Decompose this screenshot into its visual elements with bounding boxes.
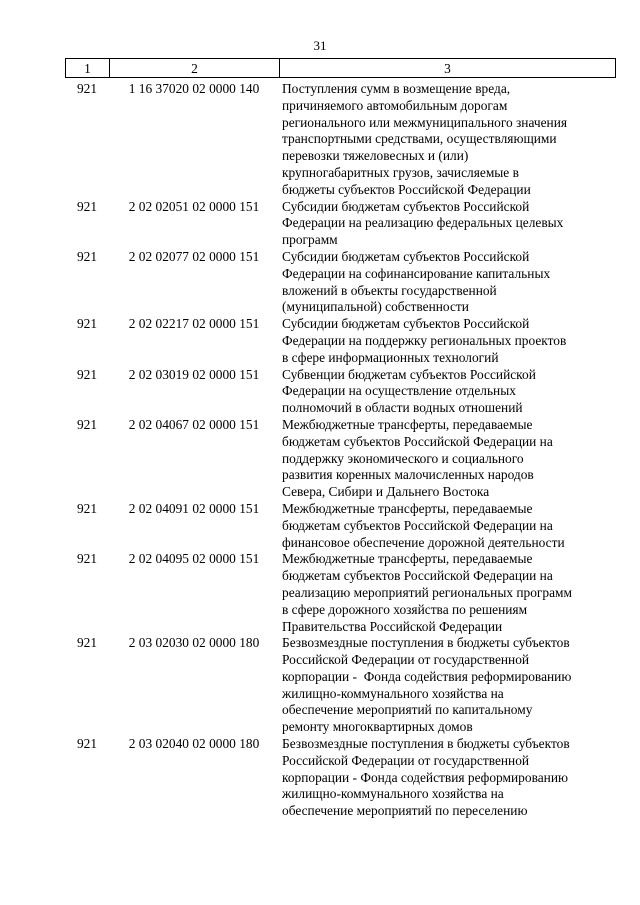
description-cell: [279, 551, 615, 635]
budget-code-cell: 1 16 37020 02 0000 140: [128, 81, 260, 96]
table-row: [65, 316, 615, 366]
table-row: [65, 635, 615, 736]
admin-code-cell: 921: [76, 198, 98, 214]
table-row: [65, 199, 615, 249]
description-line: в сфере информационных технологий: [282, 349, 499, 365]
description-line: перевозки тяжеловесных и (или): [282, 148, 469, 164]
revenue-code-list: [65, 81, 615, 820]
description-line: Федерации на осуществление отдельных: [282, 383, 516, 399]
table-row: [65, 501, 615, 551]
description-line: Поступления сумм в возмещение вреда,: [282, 81, 511, 96]
table-row: [65, 551, 615, 635]
description-line: бюджеты субъектов Российской Федерации: [282, 181, 531, 197]
description-cell: [279, 199, 615, 249]
column-header-1: 1: [66, 59, 110, 78]
description-line: Федерации на софинансирование капитальных: [282, 265, 551, 281]
admin-code-cell: 921: [76, 416, 98, 432]
table-row: [65, 417, 615, 501]
budget-code-cell: 2 02 02077 02 0000 151: [128, 248, 260, 264]
description-line: Безвозмездные поступления в бюджеты субъектов: [282, 736, 570, 752]
description-line: полномочий в области водных отношений: [282, 400, 523, 416]
description-line: вложений в объекты государственной: [282, 282, 497, 298]
description-line: Субсидии бюджетам субъектов Российской: [282, 198, 530, 214]
description-line: жилищно-коммунального хозяйства на: [282, 685, 504, 701]
budget-code-cell: 2 02 04067 02 0000 151: [128, 416, 260, 432]
description-cell: [279, 316, 615, 366]
table-row: [65, 81, 615, 199]
description-cell: [279, 367, 615, 417]
description-line: финансовое обеспечение дорожной деятельности: [282, 534, 565, 550]
description-cell: [279, 501, 615, 551]
page-number: 31: [313, 38, 327, 53]
description-line: Севера, Сибири и Дальнего Востока: [282, 484, 490, 500]
description-cell: [279, 635, 615, 736]
description-line: бюджетам субъектов Российской Федерации на: [282, 433, 553, 449]
description-line: реализацию мероприятий региональных программ: [282, 584, 573, 600]
description-line: обеспечение мероприятий по переселению: [282, 803, 528, 819]
admin-code-cell: 921: [76, 366, 98, 382]
admin-code-cell: 921: [76, 551, 98, 567]
description-line: Правительства Российской Федерации: [282, 618, 503, 634]
description-line: бюджетам субъектов Российской Федерации на: [282, 568, 553, 584]
description-line: Федерации на поддержку региональных проектов: [282, 332, 567, 348]
description-line: Межбюджетные трансферты, передаваемые: [282, 500, 533, 516]
description-line: в сфере дорожного хозяйства по решениям: [282, 601, 528, 617]
description-cell: [279, 417, 615, 501]
admin-code-cell: 921: [76, 81, 98, 96]
budget-code-cell: 2 02 04095 02 0000 151: [128, 551, 260, 567]
budget-code-cell: 2 02 02051 02 0000 151: [128, 198, 260, 214]
budget-code-cell: 2 03 02040 02 0000 180: [128, 736, 260, 752]
description-line: транспортными средствами, осуществляющими: [282, 131, 557, 147]
description-line: жилищно-коммунального хозяйства на: [282, 786, 504, 802]
admin-code-cell: 921: [76, 316, 98, 332]
description-line: ремонту многоквартирных домов: [282, 719, 473, 735]
budget-code-cell: 2 03 02030 02 0000 180: [128, 635, 260, 651]
description-line: бюджетам субъектов Российской Федерации на: [282, 517, 553, 533]
admin-code-cell: 921: [76, 635, 98, 651]
description-cell: [279, 249, 615, 316]
description-line: Российской Федерации от государственной: [282, 752, 530, 768]
description-line: регионального или межмуниципального значения: [282, 114, 568, 130]
budget-code-cell: 2 02 03019 02 0000 151: [128, 366, 260, 382]
admin-code-cell: 921: [76, 248, 98, 264]
description-line: корпорации - Фонда содействия реформированию: [282, 668, 572, 684]
column-header-3: 3: [280, 59, 616, 78]
description-line: Субсидии бюджетам субъектов Российской: [282, 316, 530, 332]
admin-code-cell: 921: [76, 500, 98, 516]
description-line: обеспечение мероприятий по капитальному: [282, 702, 533, 718]
description-line: Межбюджетные трансферты, передаваемые: [282, 551, 533, 567]
description-line: корпорации - Фонда содействия реформированию: [282, 769, 569, 785]
description-line: Межбюджетные трансферты, передаваемые: [282, 416, 533, 432]
description-line: причиняемого автомобильным дорогам: [282, 97, 508, 113]
description-line: (муниципальной) собственности: [282, 299, 469, 315]
description-cell: [279, 81, 615, 199]
budget-code-cell: 2 02 02217 02 0000 151: [128, 316, 260, 332]
table-row: [65, 249, 615, 316]
description-line: программ: [282, 232, 338, 248]
description-line: Субвенции бюджетам субъектов Российской: [282, 366, 536, 382]
budget-code-cell: 2 02 04091 02 0000 151: [128, 500, 260, 516]
description-line: Субсидии бюджетам субъектов Российской: [282, 248, 530, 264]
description-line: Безвозмездные поступления в бюджеты субъектов: [282, 635, 570, 651]
description-cell: [279, 736, 615, 820]
column-header-2: 2: [110, 59, 280, 78]
table-row: [65, 367, 615, 417]
description-line: Федерации на реализацию федеральных целевых: [282, 215, 564, 231]
description-line: развития коренных малочисленных народов: [282, 467, 534, 483]
table-row: [65, 736, 615, 820]
column-header-table: [65, 58, 616, 78]
description-line: поддержку экономического и социального: [282, 450, 524, 466]
description-line: Российской Федерации от государственной: [282, 652, 530, 668]
description-line: крупногабаритных грузов, зачисляемые в: [282, 164, 519, 180]
admin-code-cell: 921: [76, 736, 98, 752]
